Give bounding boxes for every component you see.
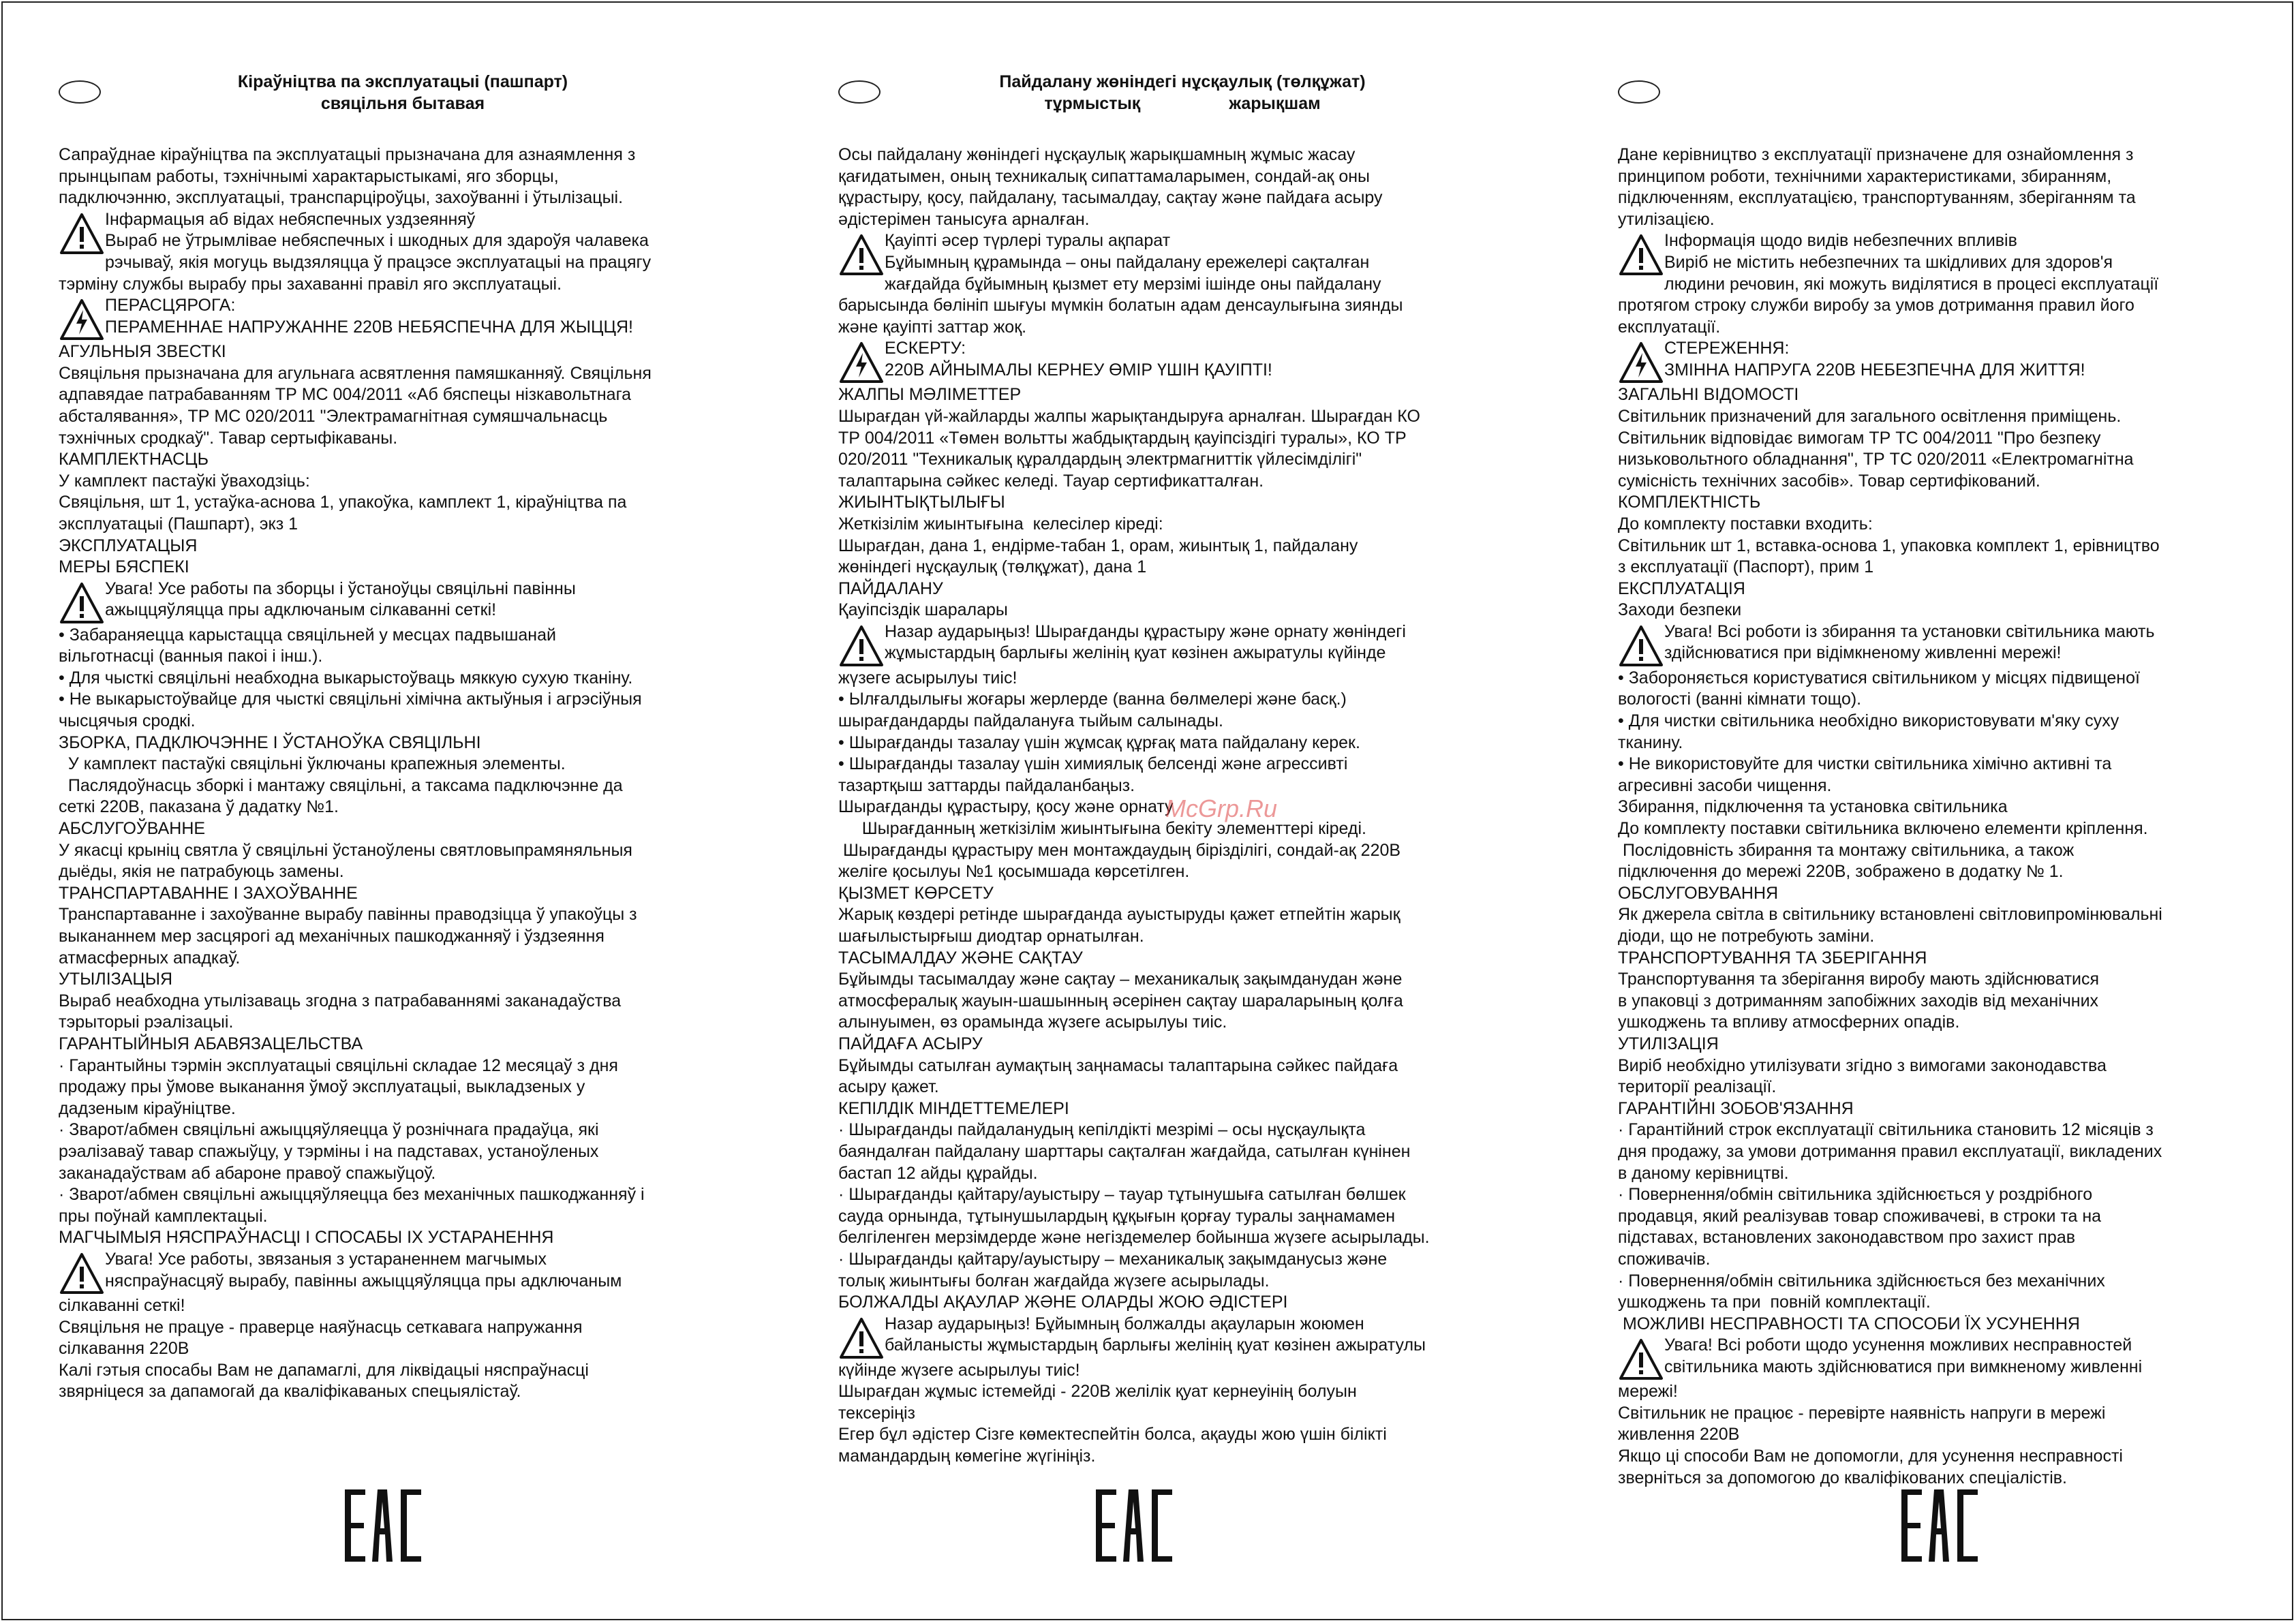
warning-text-line: байланысты жұмыстардың барлығы желінің қуат көзінен ажыратулы xyxy=(885,1335,1426,1355)
text-line: құрастыру, қосу, пайдалану, тасымалдау, сақтау және пайдаға асыру xyxy=(838,188,1383,208)
warning-text-line: Інфармацыя аб відах небяспечных уздзеянняў xyxy=(105,209,476,229)
text-line: · Повернення/обмін світильника здійснюється без механічних xyxy=(1618,1271,2105,1290)
warning-block xyxy=(59,1249,747,1295)
high-voltage-warning-icon xyxy=(1618,341,1664,384)
text-line: У камплект пастаўкі свяцільні ўключаны крапежныя элементы. xyxy=(59,754,566,774)
warning-text-line: світильника мають здійснюватися при вимкненому живленні xyxy=(1664,1357,2143,1376)
text-line: ТРАНСПАРТАВАННЕ І ЗАХОЎВАННЕ xyxy=(59,883,358,903)
text-line: атмасферных ападкаў. xyxy=(59,948,241,968)
text-line: падключэнню, эксплуатацыі, транспарціроўцы, захоўванні і ўтылізацыі. xyxy=(59,188,624,208)
text-line: вільготнасці (ванныя пакоі і інш.). xyxy=(59,647,323,666)
warning-text-line: Інформація щодо видів небезпечних впливів xyxy=(1664,231,2017,251)
warning-text-line: жағдайда бұйымның қызмет ету мерзімі ішінде оны пайдалану xyxy=(885,274,1381,294)
text-line: УТЫЛІЗАЦЫЯ xyxy=(59,970,173,989)
text-line: жөніндегі нұсқаулық (төлқұжат), дана 1 xyxy=(838,557,1147,577)
text-line: сауда орнында, тұтынушылардың құқығын қорғау туралы заңнамамен xyxy=(838,1206,1396,1226)
text-line: ушкоджень та при повній комплектації. xyxy=(1618,1293,1931,1312)
warning-text-line: Выраб не ўтрымлівае небяспечных і шкодных для здароўя чалавека xyxy=(105,231,649,251)
voltage-warning-block xyxy=(1618,338,2296,384)
text-line: ЖАЛПЫ МӘЛІМЕТТЕР xyxy=(838,385,1022,405)
text-line: • Для чысткі свяцільні неабходна выкарыстоўваць мяккую сухую тканіну. xyxy=(59,668,633,687)
text-line: сумісність технічних засобів». Товар сертифікований. xyxy=(1618,471,2040,491)
title-word-lamp: жарықшам xyxy=(1229,94,1321,113)
text-line: УТИЛІЗАЦІЯ xyxy=(1618,1034,1719,1053)
warning-block xyxy=(838,621,1527,668)
text-line: підключення до мережі 220В, зображено в додатку № 1. xyxy=(1618,862,2064,882)
text-line: Шырағданның жеткізілім жиынтығына бекіту элементтері кіреді. xyxy=(838,819,1366,839)
text-line: принципом роботи, технічними характеристиками, збиранням, xyxy=(1618,166,2112,186)
text-line: МАГЧЫМЫЯ НЯСПРАЎНАСЦІ І СПОСАБЫ ІХ УСТАРАНЕННЯ xyxy=(59,1228,554,1248)
text-line: утилізацією. xyxy=(1618,209,1715,229)
text-line: Як джерела світла в світильнику встановлені світловипромінювальні xyxy=(1618,905,2162,925)
text-line: Дане керівництво з експлуатації призначене для ознайомлення з xyxy=(1618,145,2134,164)
text-line: ЭКСПЛУАТАЦЫЯ xyxy=(59,536,198,555)
warning-text-line: здійснюватися при відімкненому живленні мережі! xyxy=(1664,643,2062,663)
text-line: протягом строку служби виробу за умов дотримання правил його xyxy=(1618,296,2134,315)
text-line: · Шырағданды қайтару/ауыстыру – механикалық зақымданусыз және xyxy=(838,1249,1388,1269)
text-line: тексеріңіз xyxy=(838,1403,915,1423)
text-line: баяндалған пайдалану шарттары сақталған жағдайда, сатылған күнінен xyxy=(838,1141,1411,1161)
text-line: • Не використовуйте для чистки світильника хімічно активні та xyxy=(1618,754,2112,774)
warning-text-line: Назар аударыңыз! Шырағданды құрастыру және орнату жөніндегі xyxy=(885,621,1406,641)
text-line: Қауіпсіздік шаралары xyxy=(838,600,1008,620)
text-line: Жеткізілім жиынтығына келесілер кіреді: xyxy=(838,514,1163,534)
text-line: Якщо ці способи Вам не допомогли, для усунення несправності xyxy=(1618,1447,2123,1466)
title-line-1: Кіраўніцтва па эксплуатацыі (пашпарт) xyxy=(237,72,568,91)
warning-text-line: 220В АЙНЫМАЛЫ КЕРНЕУ ӨМІР ҮШІН ҚАУІПТІ! xyxy=(885,360,1272,380)
text-line: Бұйымды тасымалдау және сақтау – механикалық зақымданудан және xyxy=(838,970,1403,989)
warning-text-line: ЕСКЕРТУ: xyxy=(885,339,966,358)
warning-text-line: рэчываў, якія могуць выдзяляцца ў працэсе эксплуатацыі на працягу xyxy=(105,252,652,272)
warning-block xyxy=(59,578,747,625)
eac-certification-logo xyxy=(345,1489,421,1562)
text-line: ТР 004/2011 «Төмен вольтты жабдықтардың қауіпсіздігі туралы», КО ТР xyxy=(838,428,1407,448)
text-line: дня продажу, за умови дотримання правил експлуатації, викладених xyxy=(1618,1141,2162,1161)
warning-triangle-icon xyxy=(838,624,885,668)
text-line: Сапраўднае кіраўніцтва па эксплуатацыі прызначана для азнаямлення з xyxy=(59,145,636,164)
text-line: Бұйымды сатылған аумақтың заңнамасы талаптарына сәйкес пайдаға xyxy=(838,1055,1398,1075)
text-line: ушкоджень та впливу атмосферних опадів. xyxy=(1618,1013,1960,1032)
text-line: У якасці крыніц святла ў свяцільні ўстаноўлены святловыпрамяняльныя xyxy=(59,840,632,860)
text-line: • Шырағданды тазалау үшін химиялық белсенді және агрессивті xyxy=(838,754,1348,774)
text-line: • Для чистки світильника необхідно використовувати м'яку суху xyxy=(1618,711,2119,731)
text-line: · Шырағданды қайтару/ауыстыру – тауар тұтынушыға сатылған бөлшек xyxy=(838,1185,1406,1205)
text-line: До комплекту поставки світильника включено елементи кріплення. xyxy=(1618,819,2148,839)
column-kazakh xyxy=(838,63,1527,1609)
text-line: АБСЛУГОЎВАННЕ xyxy=(59,819,206,839)
text-line: 020/2011 "Техникалық құралдардың электрмагниттік үйлесімділігі" xyxy=(838,450,1362,469)
text-line: ПАЙДАЛАНУ xyxy=(838,578,943,598)
text-line: підставах, встановлених законодавством про захист прав xyxy=(1618,1228,2076,1248)
text-line: атмосфералық жауын-шашынның әсерінен сақтау шараларының қолға xyxy=(838,991,1403,1010)
text-line: У камплект пастаўкі ўваходзіць: xyxy=(59,471,310,491)
text-line: белгіленген мерзімдерде және негіздемелер бойынша жүзеге асырылады. xyxy=(838,1228,1430,1248)
column-header xyxy=(1618,63,2296,144)
text-line: КАМПЛЕКТНАСЦЬ xyxy=(59,450,209,469)
text-line: з експлуатації (Паспорт), прим 1 xyxy=(1618,557,1874,577)
text-line: в даному керівництві. xyxy=(1618,1163,1789,1183)
text-line: шағылыстырғыш диодтар орнатылған. xyxy=(838,927,1144,946)
title-line-2: свяцільня бытавая xyxy=(320,94,485,113)
warning-triangle-icon xyxy=(1618,624,1664,668)
text-line: Світильник не працює - перевірте наявність напруги в мережі xyxy=(1618,1403,2106,1423)
warning-triangle-icon xyxy=(59,581,105,625)
warning-text-line: няспраўнасцяў вырабу, павінны ажыццяўляцца пры адключаным xyxy=(105,1271,622,1290)
text-line: барысында бөлініп шығуы мүмкін болатын адам денсаулығына зиянды xyxy=(838,296,1403,315)
text-line: Свяцільня, шт 1, устаўка-аснова 1, упакоўка, камплект 1, кіраўніцтва па xyxy=(59,493,627,512)
text-line: мережі! xyxy=(1618,1382,1678,1402)
warning-triangle-icon xyxy=(838,233,885,277)
text-line: вологості (ванні кімнати тощо). xyxy=(1618,690,1862,709)
text-line: алынуымен, өз орамында жүзеге асырылуы тиіс. xyxy=(838,1013,1227,1032)
warning-text-line: Увага! Всі роботи із збирання та установки світильника мають xyxy=(1664,621,2155,641)
text-line: МОЖЛИВІ НЕСПРАВНОСТІ ТА СПОСОБИ ЇХ УСУНЕННЯ xyxy=(1618,1314,2080,1333)
warning-triangle-icon xyxy=(838,1316,885,1360)
text-line: Шырағданды құрастыру мен монтаждаудың бірізділігі, сондай-ақ 220В xyxy=(838,840,1401,860)
text-line: заканадаўствам аб абароне правоў спажыўцоў. xyxy=(59,1163,436,1183)
text-line: пры поўнай камплектацыі. xyxy=(59,1206,268,1226)
text-line: Паслядоўнасць зборкі і мантажу свяцільні, а таксама падключэнне да xyxy=(59,775,623,795)
text-line: · Гарантійний строк експлуатації світильника становить 12 місяців з xyxy=(1618,1120,2154,1140)
text-line: · Повернення/обмін світильника здійснюється у роздрібного xyxy=(1618,1185,2093,1205)
text-line: эксплуатацыі (Пашпарт), экз 1 xyxy=(59,514,299,534)
text-line: Світильник шт 1, вставка-основа 1, упаковка комплект 1, ерівництво xyxy=(1618,536,2160,555)
column-title xyxy=(59,71,747,114)
warning-block xyxy=(838,1314,1527,1360)
text-line: жүзеге асырылуы тиіс! xyxy=(838,668,1017,687)
text-line: тканину. xyxy=(1618,732,1683,752)
text-line: · Зварот/абмен свяцільні ажыццяўляецца ў рознічнага прадаўца, які xyxy=(59,1120,599,1140)
text-line: Послідовність збирання та монтажу світильника, а також xyxy=(1618,840,2075,860)
text-line: зверніться за допомогою до кваліфікованих спеціалістів. xyxy=(1618,1468,2067,1487)
text-line: Шырағдан үй-жайларды жалпы жарықтандыруға арналған. Шырағдан КО xyxy=(838,406,1420,426)
text-line: күйінде жүзеге асырылуы тиіс! xyxy=(838,1360,1080,1380)
title-word-household: тұрмыстық xyxy=(1044,94,1141,113)
text-line: Транспартаванне і захоўванне вырабу павінны праводзіцца ў упакоўцы з xyxy=(59,905,637,925)
text-line: ҚЫЗМЕТ КӨРСЕТУ xyxy=(838,883,994,903)
eac-certification-logo xyxy=(1901,1489,1978,1562)
warning-text-line: ПЕРАСЦЯРОГА: xyxy=(105,296,236,315)
text-line: КЕПІЛДІК МІНДЕТТЕМЕЛЕРІ xyxy=(838,1098,1069,1118)
text-line: · Шырағданды пайдаланудың кепілдікті мезрімі – осы нұсқаулықта xyxy=(838,1120,1366,1140)
column-header xyxy=(59,63,747,144)
text-line: әдістерімен танысуға арналған. xyxy=(838,209,1090,229)
column-header xyxy=(838,63,1527,144)
text-line: ГАРАНТІЙНІ ЗОБОВ'ЯЗАННЯ xyxy=(1618,1098,1854,1118)
text-line: мамандардың көмегіне жүгініңіз. xyxy=(838,1447,1096,1466)
warning-block xyxy=(1618,1335,2296,1381)
text-line: тазартқыш заттарды пайдаланбаңыз. xyxy=(838,775,1135,795)
voltage-warning-block xyxy=(59,295,747,341)
warning-text-line: Назар аударыңыз! Бұйымның болжалды ақауларын жоюмен xyxy=(885,1314,1364,1333)
text-line: тэрыторыі рэалізацыі. xyxy=(59,1013,234,1032)
text-line: сілкавання 220В xyxy=(59,1339,189,1359)
text-line: прынцыпам работы, тэхнічнымі характарыстыкамі, яго зборцы, xyxy=(59,166,559,186)
text-line: Виріб необхідно утилізувати згідно з вимогами законодавства xyxy=(1618,1055,2107,1075)
text-line: рэалізаваў тавар спажыўцу, у тэрміны і на падставах, устаноўленых xyxy=(59,1141,599,1161)
warning-triangle-icon xyxy=(59,1252,105,1295)
text-line: ЗАГАЛЬНІ ВІДОМОСТІ xyxy=(1618,385,1799,405)
text-line: • Забороняється користуватися світильником у місцях підвищеної xyxy=(1618,668,2140,687)
blank-oval-mark xyxy=(1618,80,1660,104)
warning-text-line: Виріб не містить небезпечних та шкідливих для здоров'я xyxy=(1664,252,2113,272)
warning-text-line: Увага! Усе работы па зборцы і ўстаноўцы свяцільні павінны xyxy=(105,578,576,598)
column-belarusian xyxy=(59,63,747,1609)
warning-text-line: ажыццяўляцца пры адключаным сілкаванні сеткі! xyxy=(105,600,497,620)
text-line: выкананнем мер засцярогі ад механічных пашкоджанняў і ўздзеяння xyxy=(59,927,604,946)
text-line: Егер бұл әдістер Сізге көмектеспейтін болса, ақауды жою үшін білікті xyxy=(838,1425,1387,1444)
column-body xyxy=(1618,144,2296,1489)
text-line: қағидатымен, оның техникалық сипаттамаларымен, сондай-ақ оны xyxy=(838,166,1370,186)
warning-triangle-icon xyxy=(1618,233,1664,277)
warning-block xyxy=(59,209,747,274)
text-line: живлення 220В xyxy=(1618,1425,1740,1444)
text-line: Світильник призначений для загального освітлення приміщень. xyxy=(1618,406,2122,426)
title-line-2 xyxy=(838,93,1527,114)
warning-triangle-icon xyxy=(1618,1338,1664,1381)
warning-triangle-icon xyxy=(59,212,105,256)
text-line: Свяцільня прызначана для агульнага асвятлення памяшканняў. Свяцільня xyxy=(59,363,652,383)
text-line: желіге қосылуы №1 қосымшада көрсетілген. xyxy=(838,862,1190,882)
text-line: тэрміну службы вырабу пры захаванні правіл яго эксплуатацыі. xyxy=(59,274,562,294)
text-line: чысцячыя сродкі. xyxy=(59,711,196,731)
text-line: ТРАНСПОРТУВАННЯ ТА ЗБЕРІГАННЯ xyxy=(1618,948,1927,968)
warning-block xyxy=(838,230,1527,295)
warning-text-line: Увага! Усе работы, звязаныя з устараненнем магчымых xyxy=(105,1249,547,1269)
text-line: дыёды, якія не патрабуюць замены. xyxy=(59,862,344,882)
text-line: Шырағдан, дана 1, ендірме-табан 1, орам, жиынтық 1, пайдалану xyxy=(838,536,1358,555)
text-line: Жарық көздері ретінде шырағданда ауыстыруды қажет етпейтін жарық xyxy=(838,905,1400,925)
watermark: McGrp.Ru xyxy=(1165,794,1278,822)
text-line: талаптарына сәйкес келеді. Тауар сертификатталған. xyxy=(838,471,1264,491)
warning-text-line: Қауіпті әсер түрлері туралы ақпарат xyxy=(885,231,1171,251)
text-line: експлуатації. xyxy=(1618,317,1721,337)
text-line: · Зварот/абмен свяцільні ажыццяўляецца без механічных пашкоджанняў і xyxy=(59,1185,645,1205)
text-line: споживачів. xyxy=(1618,1249,1711,1269)
text-line: Збирання, підключення та установка світильника xyxy=(1618,797,2008,817)
text-line: ТАСЫМАЛДАУ ЖӘНЕ САҚТАУ xyxy=(838,948,1083,968)
text-line: · Гарантыйны тэрмін эксплуатацыі свяцільні складае 12 месяцаў з дня xyxy=(59,1055,618,1075)
text-line: сілкаванні сеткі! xyxy=(59,1295,185,1315)
text-line: агресивні засоби чищення. xyxy=(1618,775,1832,795)
text-line: звярніцеся за дапамогай да кваліфікаваных спецыялістаў. xyxy=(59,1382,521,1402)
warning-text-line: Увага! Всі роботи щодо усунення можливих несправностей xyxy=(1664,1335,2132,1355)
text-line: ЕКСПЛУАТАЦІЯ xyxy=(1618,578,1745,598)
text-line: Калі гэтыя спосабы Вам не дапамаглі, для ліквідацыі няспраўнасці xyxy=(59,1360,589,1380)
text-line: Заходи безпеки xyxy=(1618,600,1742,620)
text-line: ОБСЛУГОВУВАННЯ xyxy=(1618,883,1779,903)
text-line: МЕРЫ БЯСПЕКІ xyxy=(59,557,189,577)
text-line: КОМПЛЕКТНІСТЬ xyxy=(1618,493,1761,512)
text-line: адпавядае патрабаванням ТР МС 004/2011 «Аб бяспецы нізкавольтнага xyxy=(59,385,632,405)
text-line: Шырағданды құрастыру, қосу және орнату xyxy=(838,797,1174,817)
text-line: • Ылғалдылығы жоғары жерлерде (ванна бөлмелері және басқ.) xyxy=(838,690,1347,709)
text-line: бастап 12 айды құрайды. xyxy=(838,1163,1038,1183)
text-line: БОЛЖАЛДЫ АҚАУЛАР ЖӘНЕ ОЛАРДЫ ЖОЮ ӘДІСТЕРІ xyxy=(838,1293,1288,1312)
column-ukrainian xyxy=(1618,63,2296,1609)
text-line: сеткі 220В, паказана ў дадатку №1. xyxy=(59,797,339,817)
warning-text-line: Бұйымның құрамында – оны пайдалану ережелері сақталған xyxy=(885,252,1370,272)
title-line-1: Пайдалану жөніндегі нұсқаулық (төлқұжат) xyxy=(999,72,1366,91)
warning-block xyxy=(1618,621,2296,668)
text-line: продавця, який реалізував товар споживачеві, в строки та на xyxy=(1618,1206,2102,1226)
eac-certification-logo xyxy=(1096,1489,1172,1562)
text-line: абсталявання», ТР МС 020/2011 "Электрамагнітная сумяшчальнасць xyxy=(59,406,608,426)
text-line: Транспортування та зберігання виробу мають здійснюватися xyxy=(1618,970,2100,989)
text-line: підключенням, експлуатацією, транспортуванням, зберіганням та xyxy=(1618,188,2136,208)
text-line: продажу пры ўмове выканання ўмоў эксплуатацыі, выкладзеных у xyxy=(59,1077,585,1097)
text-line: ЗБОРКА, ПАДКЛЮЧЭННЕ І ЎСТАНОЎКА СВЯЦІЛЬНІ xyxy=(59,732,481,752)
text-line: Свяцільня не працуе - праверце наяўнасць сеткавага напружання xyxy=(59,1317,583,1337)
text-line: діоди, що не потребують заміни. xyxy=(1618,927,1875,946)
text-line: ГАРАНТЫЙНЫЯ АБАВЯЗАЦЕЛЬСТВА xyxy=(59,1034,363,1053)
text-line: тэхнічных сродкаў". Тавар сертыфікаваны. xyxy=(59,428,398,448)
text-line: • Забараняецца карыстацца свяцільней у месцах падвышанай xyxy=(59,625,556,645)
text-line: Осы пайдалану жөніндегі нұсқаулық жарықшамның жұмыс жасау xyxy=(838,145,1356,164)
text-line: дадзеным кіраўніцтве. xyxy=(59,1098,236,1118)
text-line: Выраб неабходна утылізаваць згодна з патрабаваннямі заканадаўства xyxy=(59,991,622,1010)
voltage-warning-block xyxy=(838,338,1527,384)
text-line: території реалізації. xyxy=(1618,1077,1777,1097)
text-line: • Не выкарыстоўвайце для чысткі свяцільні хімічна актыўныя і агрэсіўныя xyxy=(59,690,642,709)
warning-text-line: людини речовин, які можуть виділятися в процесі експлуатації xyxy=(1664,274,2159,294)
text-line: толық жиынтығы болған жағдайда жүзеге асырылады. xyxy=(838,1271,1270,1290)
text-line: низьковольтного обладнання", ТР ТС 020/2011 «Електромагнітна xyxy=(1618,450,2134,469)
high-voltage-warning-icon xyxy=(838,341,885,384)
warning-text-line: ПЕРАМЕННАЕ НАПРУЖАННЕ 220В НЕБЯСПЕЧНА ДЛЯ ЖЫЦЦЯ! xyxy=(105,317,633,337)
text-line: • Шырағданды тазалау үшін жұмсақ құрғақ мата пайдалану керек. xyxy=(838,732,1360,752)
high-voltage-warning-icon xyxy=(59,298,105,341)
text-line: в упаковці з дотриманням запобіжних заходів від механічних xyxy=(1618,991,2099,1010)
warning-text-line: СТЕРЕЖЕННЯ: xyxy=(1664,339,1790,358)
warning-text-line: жұмыстардың барлығы желінің қуат көзінен ажыратулы күйінде xyxy=(885,643,1386,663)
column-body xyxy=(59,144,747,1403)
text-line: ЖИЫНТЫҚТЫЛЫҒЫ xyxy=(838,493,1005,512)
text-line: шырағдандарды пайдалануға тыйым салынады. xyxy=(838,711,1223,731)
warning-text-line: ЗМІННА НАПРУГА 220В НЕБЕЗПЕЧНА ДЛЯ ЖИТТЯ! xyxy=(1664,360,2085,380)
text-line: АГУЛЬНЫЯ ЗВЕСТКІ xyxy=(59,342,226,362)
text-line: және қауіпті заттар жоқ. xyxy=(838,317,1027,337)
column-title xyxy=(838,71,1527,114)
text-line: До комплекту поставки входить: xyxy=(1618,514,1873,534)
text-line: асыру қажет. xyxy=(838,1077,939,1097)
text-line: Шырағдан жұмыс істемейді - 220В желілік қуат кернеуінің болуын xyxy=(838,1382,1357,1402)
text-line: ПАЙДАҒА АСЫРУ xyxy=(838,1034,983,1053)
text-line: Світильник відповідає вимогам ТР ТС 004/2011 "Про безпеку xyxy=(1618,428,2101,448)
warning-block xyxy=(1618,230,2296,295)
